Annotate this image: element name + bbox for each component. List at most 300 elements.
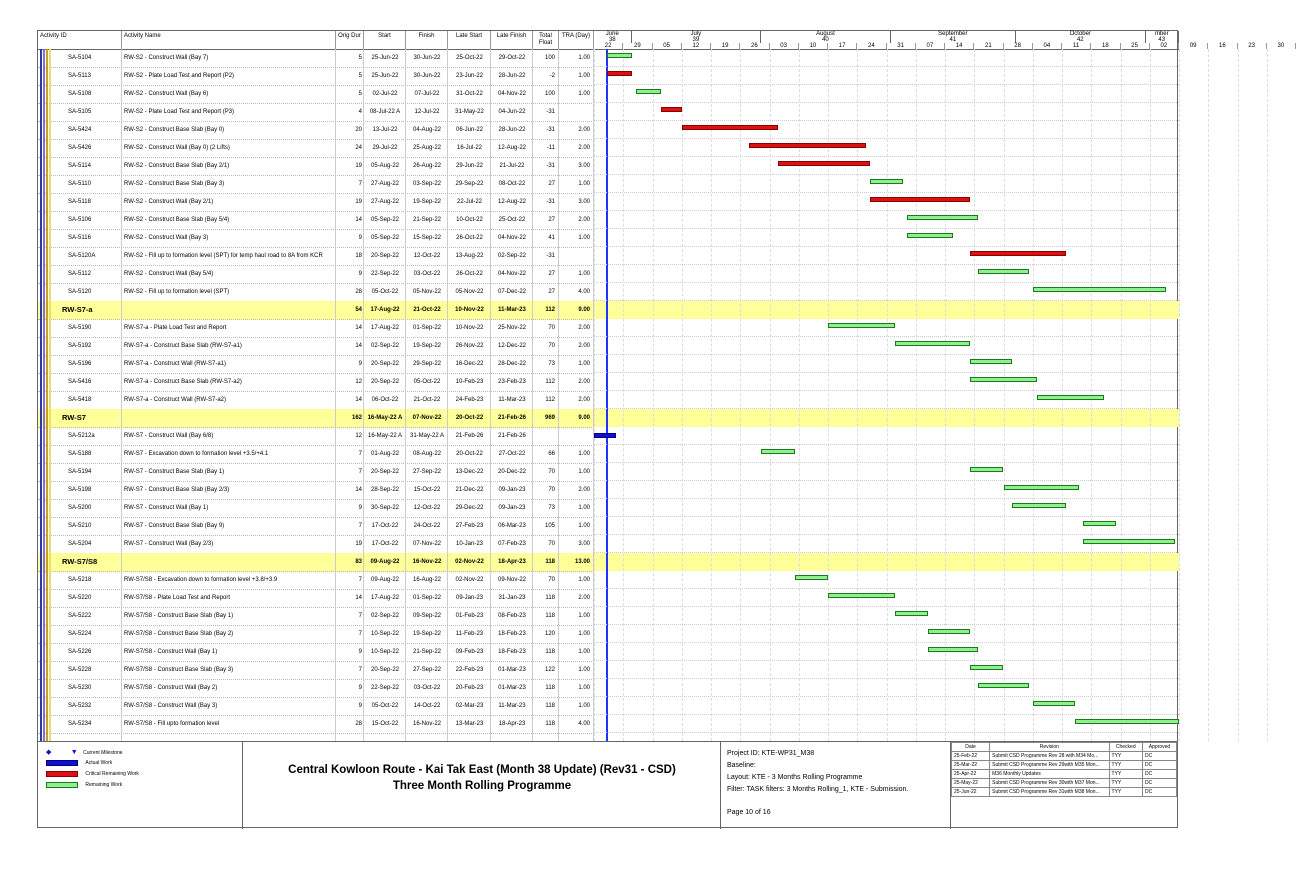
cell-id: SA-5426: [68, 145, 92, 151]
period-label: 38: [594, 37, 632, 43]
cell-tra: 4.00: [578, 289, 590, 295]
legend-remaining: Remaining Work: [46, 782, 122, 788]
legend-box: [38, 742, 243, 829]
cell-ls: 02-Nov-22: [455, 559, 484, 565]
cell-tf: 27: [548, 217, 555, 223]
cell-lf: 18-Apr-23: [498, 721, 526, 727]
cell-lf: 07-Dec-22: [497, 289, 526, 295]
cell-finish: 15-Sep-22: [412, 235, 442, 241]
cell-dur: 9: [358, 505, 362, 511]
remaining-bar[interactable]: [761, 449, 794, 454]
revision-cell: TYY: [1109, 770, 1142, 779]
cell-start: 17-Aug-22: [370, 325, 400, 331]
week-gridline: [1121, 49, 1122, 741]
cell-name: RW-S2 - Construct Wall (Bay 2/1): [124, 199, 214, 205]
period-label: 39: [632, 37, 762, 43]
row-gridline: [594, 642, 1179, 643]
remaining-bar[interactable]: [895, 611, 928, 616]
cell-tra: 2.00: [578, 397, 590, 403]
cell-id: SA-5196: [68, 361, 92, 367]
remaining-bar[interactable]: [1037, 395, 1104, 400]
report-title: Central Kowloon Route - Kai Tak East (Month 38 Update) (Rev31 - CSD): [288, 764, 676, 776]
cell-tf: 73: [548, 361, 555, 367]
month-label: July: [632, 31, 762, 37]
cell-finish: 08-Aug-22: [412, 451, 442, 457]
cell-name: RW-S2 - Construct Wall (Bay 5/4): [124, 271, 214, 277]
revision-cell: DC: [1142, 788, 1176, 797]
data-date-line: [606, 49, 608, 741]
cell-start: 16-May-22 A: [367, 415, 403, 421]
week-day-label: 31: [887, 43, 916, 49]
cell-tra: 1.00: [578, 577, 590, 583]
cell-start: 25-Jun-22: [371, 55, 399, 61]
cell-start: 05-Aug-22: [370, 163, 400, 169]
cell-ls: 06-Jun-22: [455, 127, 484, 133]
cell-dur: 28: [355, 289, 362, 295]
cell-finish: 12-Oct-22: [413, 253, 441, 259]
cell-id: SA-5114: [68, 163, 91, 169]
remaining-bar[interactable]: [970, 665, 1003, 670]
cell-name: RW-S7/S8 - Construct Wall (Bay 2): [124, 685, 218, 691]
cell-start: 02-Sep-22: [370, 613, 400, 619]
cell-lf: 28-Jun-22: [498, 73, 526, 79]
cell-tf: 70: [548, 325, 555, 331]
cell-dur: 5: [358, 91, 362, 97]
cell-start: 09-Aug-22: [370, 559, 400, 565]
revision-cell: TYY: [1109, 752, 1142, 761]
week-day-label: 28: [1004, 43, 1033, 49]
cell-dur: 14: [355, 343, 362, 349]
remaining-bar[interactable]: [970, 467, 1003, 472]
critical-bar[interactable]: [970, 251, 1066, 256]
cell-start: 10-Sep-22: [370, 631, 400, 637]
week-day-label: 14: [945, 43, 974, 49]
cell-lf: 11-Mar-23: [498, 307, 526, 313]
revision-row: [952, 761, 1177, 770]
cell-ls: 24-Feb-23: [455, 397, 484, 403]
row-gridline: [594, 354, 1179, 355]
cell-start: 29-Jul-22: [372, 145, 398, 151]
cell-dur: 7: [358, 667, 362, 673]
cell-name: RW-S7-a - Construct Base Slab (RW-S7-a1): [124, 343, 242, 349]
column-divider: [532, 49, 533, 741]
cell-id: SA-5108: [68, 91, 92, 97]
column-divider: [405, 49, 406, 741]
cell-id: SA-5226: [68, 649, 92, 655]
cell-ls: 29-Dec-22: [455, 505, 484, 511]
cell-ls: 23-Jun-22: [455, 73, 484, 79]
cell-lf: 11-Mar-23: [498, 703, 526, 709]
remaining-bar[interactable]: [1083, 539, 1175, 544]
cell-lf: 04-Jun-22: [498, 109, 526, 115]
cell-tra: [559, 247, 590, 265]
cell-id: SA-5218: [68, 577, 92, 583]
revision-row: [952, 752, 1177, 761]
cell-tf: 120: [544, 631, 555, 637]
cell-tf: 70: [548, 577, 555, 583]
remaining-bar[interactable]: [928, 647, 978, 652]
cell-finish: 15-Oct-22: [413, 487, 441, 493]
row-gridline: [594, 462, 1179, 463]
week-gridline: [770, 49, 771, 741]
cell-finish: 24-Oct-22: [413, 523, 441, 529]
cell-id: SA-5113: [68, 73, 91, 79]
cell-start: 05-Oct-22: [371, 289, 399, 295]
remaining-bar[interactable]: [970, 359, 1012, 364]
cell-dur: 9: [358, 685, 362, 691]
cell-id: RW-S7-a: [62, 305, 93, 314]
week-day-label: 23: [1238, 43, 1267, 49]
cell-lf: 31-Jan-23: [498, 595, 526, 601]
cell-dur: 14: [355, 397, 362, 403]
week-gridline: [1004, 49, 1005, 741]
cell-id: SA-5222: [68, 613, 92, 619]
cell-dur: 9: [358, 271, 362, 277]
cell-ls: 02-Nov-22: [455, 577, 484, 583]
wbs-stripe: [46, 49, 48, 741]
cell-id: SA-5112: [68, 271, 91, 277]
cell-ls: 10-Feb-23: [455, 379, 484, 385]
actual-bar[interactable]: [594, 433, 616, 438]
legend-critical: Critical Remaining Work: [46, 771, 139, 777]
cell-ls: 10-Oct-22: [456, 217, 483, 223]
cell-ls: 13-Mar-23: [455, 721, 484, 727]
critical-bar[interactable]: [682, 125, 778, 130]
cell-ls: 31-May-22: [455, 109, 484, 115]
remaining-bar[interactable]: [978, 683, 1028, 688]
week-gridline: [711, 49, 712, 741]
cell-finish: 16-Nov-22: [412, 559, 442, 565]
cell-tf: [533, 427, 555, 445]
cell-lf: 06-Mar-23: [498, 523, 526, 529]
cell-tra: 1.00: [578, 271, 590, 277]
cell-start: 08-Jul-22 A: [369, 109, 401, 115]
cell-lf: 20-Dec-22: [497, 469, 526, 475]
week-gridline: [1238, 49, 1239, 741]
cell-dur: 7: [358, 631, 362, 637]
cell-tra: 2.00: [578, 487, 590, 493]
revision-cell: DC: [1142, 761, 1176, 770]
revision-header: Date: [952, 743, 990, 752]
revision-cell: TYY: [1109, 779, 1142, 788]
cell-id: SA-5120A: [68, 253, 96, 259]
cell-lf: 09-Jan-23: [498, 505, 526, 511]
remaining-bar[interactable]: [1075, 719, 1179, 724]
row-gridline: [594, 390, 1179, 391]
remaining-bar[interactable]: [970, 377, 1037, 382]
cell-name: RW-S7-a - Plate Load Test and Report: [124, 325, 227, 331]
cell-finish: 14-Oct-22: [413, 703, 441, 709]
cell-finish: 19-Sep-22: [412, 199, 442, 205]
cell-finish: 09-Sep-22: [412, 613, 442, 619]
cell-dur: 12: [355, 379, 362, 385]
week-gridline: [1033, 49, 1034, 741]
cell-start: 22-Sep-22: [370, 271, 400, 277]
cell-finish: 03-Oct-22: [413, 685, 441, 691]
cell-tf: 112: [545, 307, 555, 313]
remaining-bar[interactable]: [828, 323, 895, 328]
remaining-bar[interactable]: [928, 629, 970, 634]
critical-bar[interactable]: [870, 197, 970, 202]
week-day-label: 17: [828, 43, 857, 49]
row-gridline: [594, 246, 1179, 247]
cell-finish: 29-Sep-22: [412, 361, 442, 367]
row-gridline: [594, 102, 1179, 103]
revision-cell: TYY: [1109, 788, 1142, 797]
cell-dur: 7: [358, 181, 362, 187]
footer: [38, 741, 1177, 829]
week-day-label: 05: [653, 43, 682, 49]
cell-start: 17-Aug-22: [370, 307, 400, 313]
cell-tf: 118: [545, 721, 555, 727]
cell-dur: 5: [358, 55, 362, 61]
cell-lf: 18-Feb-23: [498, 649, 526, 655]
cell-ls: 10-Nov-22: [455, 325, 484, 331]
cell-start: 01-Aug-22: [370, 451, 400, 457]
week-gridline: [916, 49, 917, 741]
remaining-bar[interactable]: [1033, 701, 1075, 706]
column-header-row: [38, 31, 594, 50]
cell-tf: -11: [546, 145, 555, 151]
column-divider: [363, 49, 364, 741]
revision-header: Checked: [1109, 743, 1142, 752]
row-gridline: [594, 174, 1179, 175]
row-gridline: [594, 192, 1179, 193]
cell-id: SA-5190: [68, 325, 92, 331]
row-gridline: [594, 84, 1179, 85]
cell-tf: 70: [548, 343, 555, 349]
cell-dur: 7: [358, 613, 362, 619]
month-label: June: [594, 31, 632, 37]
cell-name: RW-S2 - Plate Load Test and Report (P2): [124, 73, 235, 79]
cell-dur: 19: [355, 199, 362, 205]
remaining-bar[interactable]: [907, 215, 978, 220]
cell-name: RW-S7-a - Construct Wall (RW-S7-a1): [124, 361, 227, 367]
cell-tra: 1.00: [578, 451, 590, 457]
remaining-bar[interactable]: [895, 341, 970, 346]
cell-lf: 04-Nov-22: [497, 271, 526, 277]
cell-id: SA-5234: [68, 721, 92, 727]
cell-start: 17-Oct-22: [371, 541, 399, 547]
cell-name: RW-S7 - Construct Wall (Bay 6/8): [124, 433, 214, 439]
row-gridline: [594, 732, 1179, 733]
wbs-stripe: [49, 49, 51, 741]
cell-finish: 01-Sep-22: [412, 595, 442, 601]
row-gridline: [594, 372, 1179, 373]
cell-finish: 12-Oct-22: [413, 505, 441, 511]
cell-tra: 1.00: [578, 469, 590, 475]
cell-lf: 23-Feb-23: [498, 379, 526, 385]
week-day-label: 03: [770, 43, 799, 49]
column-header[interactable]: Activity ID: [38, 31, 122, 49]
cell-start: 05-Oct-22: [371, 703, 399, 709]
cell-id: SA-5416: [68, 379, 92, 385]
cell-lf: 08-Oct-22: [498, 181, 526, 187]
cell-id: SA-5194: [68, 469, 92, 475]
cell-tra: 1.00: [578, 667, 590, 673]
actual-swatch: [46, 760, 78, 766]
revision-cell: 25-Mar-22: [952, 761, 990, 770]
cell-id: SA-5105: [68, 109, 92, 115]
remaining-bar[interactable]: [607, 53, 632, 58]
cell-ls: 09-Feb-23: [455, 649, 484, 655]
remaining-bar[interactable]: [1083, 521, 1116, 526]
column-header[interactable]: TRA (Day): [559, 31, 594, 49]
remaining-bar[interactable]: [1012, 503, 1066, 508]
wbs-stripe: [40, 49, 42, 741]
column-header[interactable]: Activity Name: [122, 31, 336, 49]
cell-dur: 83: [355, 559, 362, 565]
critical-bar[interactable]: [778, 161, 870, 166]
remaining-bar[interactable]: [636, 89, 661, 94]
week-gridline: [682, 49, 683, 741]
cell-tf: 118: [545, 685, 555, 691]
week-day-label: 04: [1033, 43, 1062, 49]
cell-name: RW-S7/S8 - Construct Wall (Bay 3): [124, 703, 218, 709]
cell-tra: 9.00: [578, 415, 590, 421]
cell-ls: 26-Oct-22: [456, 235, 483, 241]
cell-id: SA-5230: [68, 685, 92, 691]
cell-name: RW-S7 - Construct Base Slab (Bay 9): [124, 523, 225, 529]
cell-id: SA-5116: [68, 235, 91, 241]
revision-cell: Submit CSD Programme Rev 28 with M34 Mo...: [990, 752, 1109, 761]
period-label: 40: [761, 37, 891, 43]
cell-lf: 18-Apr-23: [498, 559, 526, 565]
column-header[interactable]: Total Float: [533, 31, 559, 49]
cell-finish: 26-Aug-22: [412, 163, 442, 169]
cell-dur: 7: [358, 469, 362, 475]
remaining-bar[interactable]: [1004, 485, 1079, 490]
critical-bar[interactable]: [749, 143, 866, 148]
cell-dur: 5: [358, 73, 362, 79]
remaining-bar[interactable]: [828, 593, 895, 598]
revision-cell: 25-May-22: [952, 779, 990, 788]
legend-actual: Actual Work: [46, 760, 112, 766]
cell-ls: 11-Feb-23: [455, 631, 484, 637]
cell-lf: 04-Nov-22: [497, 235, 526, 241]
cell-id: SA-5424: [68, 127, 92, 133]
cell-tra: 1.00: [578, 361, 590, 367]
column-header[interactable]: Orig Dur: [336, 31, 364, 49]
revision-cell: 25-Feb-22: [952, 752, 990, 761]
week-gridline: [1150, 49, 1151, 741]
cell-dur: 14: [355, 595, 362, 601]
cell-lf: 09-Nov-22: [497, 577, 526, 583]
remaining-bar[interactable]: [795, 575, 828, 580]
revision-cell: 25-Jun-22: [952, 788, 990, 797]
cell-ls: 05-Nov-22: [455, 289, 484, 295]
cell-ls: 16-Dec-22: [455, 361, 484, 367]
cell-start: 20-Sep-22: [370, 379, 400, 385]
cell-name: RW-S2 - Construct Base Slab (Bay 0): [124, 127, 225, 133]
cell-id: SA-5110: [68, 181, 91, 187]
cell-finish: 12-Jul-22: [414, 109, 440, 115]
row-gridline: [594, 588, 1179, 589]
week-day-label: 26: [740, 43, 769, 49]
cell-ls: 16-Jul-22: [456, 145, 482, 151]
revision-table: [951, 742, 1177, 797]
cell-lf: 21-Jul-22: [499, 163, 525, 169]
cell-lf: 18-Feb-23: [498, 631, 526, 637]
cell-tra: 4.00: [578, 721, 590, 727]
cell-id: SA-5228: [68, 667, 92, 673]
cell-tf: 969: [544, 415, 555, 421]
revision-header: Revision: [990, 743, 1109, 752]
cell-id: SA-5212a: [68, 433, 95, 439]
cell-name: RW-S7/S8 - Excavation down to formation level +3.8/+3.9: [124, 577, 278, 583]
project-id: Project ID: KTE-WP31_M38: [727, 750, 815, 757]
cell-tra: [559, 103, 590, 121]
cell-tf: 118: [545, 613, 555, 619]
cell-dur: 54: [355, 307, 362, 313]
report-subtitle: Three Month Rolling Programme: [392, 780, 572, 792]
remaining-bar[interactable]: [978, 269, 1028, 274]
week-day-label: 24: [857, 43, 886, 49]
cell-ls: 13-Dec-22: [455, 469, 484, 475]
layout-name: Layout: KTE - 3 Months Rolling Programme: [727, 774, 863, 781]
column-header[interactable]: Late Start: [448, 31, 491, 49]
column-header[interactable]: Start: [364, 31, 406, 49]
row-gridline: [594, 660, 1179, 661]
cell-ls: 21-Feb-26: [455, 433, 484, 439]
title-box: [243, 742, 721, 829]
remaining-bar[interactable]: [1033, 287, 1167, 292]
revision-cell: 25-Apr-22: [952, 770, 990, 779]
critical-swatch: [46, 771, 78, 777]
column-header[interactable]: Finish: [406, 31, 448, 49]
cell-tf: 27: [548, 271, 555, 277]
remaining-bar[interactable]: [870, 179, 903, 184]
cell-id: SA-5104: [68, 55, 92, 61]
period-label: 41: [891, 37, 1016, 43]
cell-finish: 16-Nov-22: [412, 721, 441, 727]
cell-tf: 122: [544, 667, 555, 673]
cell-dur: 9: [358, 649, 362, 655]
row-gridline: [594, 480, 1179, 481]
cell-start: 20-Sep-22: [370, 253, 400, 259]
cell-finish: 16-Aug-22: [412, 577, 442, 583]
cell-lf: 28-Dec-22: [497, 361, 526, 367]
cell-start: 16-May-22 A: [367, 433, 403, 439]
cell-dur: 24: [355, 145, 362, 151]
cell-dur: 7: [358, 523, 362, 529]
cell-lf: 12-Aug-22: [497, 145, 527, 151]
cell-lf: 21-Feb-26: [498, 433, 526, 439]
cell-tra: 1.00: [578, 181, 590, 187]
row-gridline: [594, 516, 1179, 517]
cell-id: SA-5120: [68, 289, 92, 295]
critical-bar[interactable]: [607, 71, 632, 76]
cell-ls: 20-Feb-23: [455, 685, 484, 691]
cell-finish: 21-Oct-22: [413, 307, 441, 313]
week-day-label: 19: [711, 43, 740, 49]
week-day-label: 07: [916, 43, 945, 49]
gantt-chart-area: [594, 49, 1179, 741]
cell-lf: 02-Sep-22: [497, 253, 527, 259]
remaining-bar[interactable]: [907, 233, 953, 238]
column-header[interactable]: Late Finish: [491, 31, 533, 49]
cell-dur: 19: [355, 541, 362, 547]
cell-name: RW-S2 - Construct Wall (Bay 6): [124, 91, 209, 97]
cell-start: 05-Sep-22: [370, 217, 400, 223]
cell-tf: 70: [548, 487, 555, 493]
critical-bar[interactable]: [661, 107, 682, 112]
cell-ls: 29-Sep-22: [455, 181, 484, 187]
cell-tf: 112: [545, 397, 555, 403]
cell-name: [124, 553, 336, 571]
cell-name: RW-S7/S8 - Construct Base Slab (Bay 2): [124, 631, 234, 637]
week-gridline: [828, 49, 829, 741]
